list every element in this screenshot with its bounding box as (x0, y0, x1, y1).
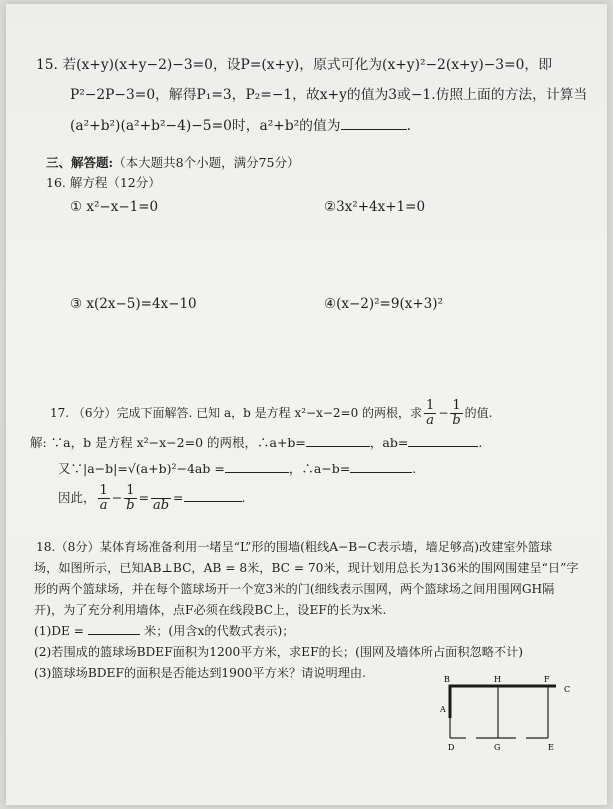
q17-sol3-frac-a (98, 484, 110, 513)
q17-blank-sum (306, 446, 370, 447)
q17-stem-end: 的值. (464, 406, 493, 420)
q15-line2: P²−2P−3=0，解得P₁=3，P₂=−1，故x+y的值为3或−1.仿照上面的方法，计算当 (70, 87, 588, 103)
q17-sol3-frac-a-den: a (99, 498, 108, 513)
q17-sol3-frac-b-num: 1 (126, 483, 135, 498)
label-b: B (444, 675, 450, 684)
label-f: F (544, 675, 550, 684)
q15-line3-end: . (406, 118, 411, 134)
q15-line3-text: (a²+b²)(a²+b²−4)−5=0时，a²+b²的值为 (70, 118, 341, 134)
q17-blank-diff (350, 472, 412, 473)
q18-sub1 (34, 622, 294, 640)
label-a: A (440, 705, 446, 714)
q17-blank-product (408, 446, 478, 447)
q17-sol3-minus: − (111, 490, 123, 505)
q17-line1 (50, 398, 493, 428)
q17-sol2-text: 又∵|a−b|=√(a+b)²−4ab = (58, 461, 225, 476)
q17-sol3-frac-blank-den: ab (153, 498, 170, 513)
q18-line1: 18.（8分）某体育场准备利用一堵呈“L”形的围墙(粗线A−B−C表示墙，墙足够高)改建室外篮球 (36, 540, 553, 554)
q17-blank-abs-diff (225, 472, 289, 473)
section3-title: 三、解答题: (46, 155, 114, 170)
q17-frac2-num: 1 (452, 398, 461, 413)
q16-part2: ②3x²+4x+1=0 (324, 199, 426, 215)
q18-line3: 形的两个篮球场，并在每个篮球场开一个宽3米的门(细线表示围网，两个篮球场之间用围网GH隔 (34, 582, 555, 596)
label-g: G (494, 743, 501, 752)
q15-line1: 15. 若(x+y)(x+y−2)−3=0，设P=(x+y)，原式可化为(x+y)²−2(x+y)−3=0，即 (36, 57, 553, 73)
section3-header (46, 154, 299, 172)
q18-figure (436, 672, 586, 762)
q15-answer-blank (341, 129, 407, 130)
q17-sol3-frac-b (124, 484, 136, 513)
q17-solution-line3 (58, 482, 246, 514)
q17-minus: − (438, 406, 449, 420)
q18-sub2: (2)若围成的篮球场BDEF面积为1200平方米，求EF的长；(围网及墙体所占面积忽略不计) (34, 645, 524, 659)
q17-sol1-ab: ，ab= (369, 435, 409, 450)
q17-solution-line1 (30, 434, 482, 452)
q17-sol3-frac-blank-num (151, 484, 171, 499)
q17-sol2-mid: ，∴a−b= (288, 461, 351, 476)
q18-sub3: (3)篮球场BDEF的面积是否能达到1900平方米？请说明理由. (34, 666, 366, 680)
q17-frac-1-over-a (424, 399, 436, 428)
label-e: E (548, 743, 554, 752)
q17-sol1-end: . (478, 435, 483, 450)
q16-part4: ④(x−2)²=9(x+3)² (324, 296, 443, 312)
q16-part3: ③ x(2x−5)=4x−10 (70, 296, 197, 312)
q17-sol3-text: 因此， (58, 490, 96, 505)
label-h: H (494, 675, 501, 684)
q17-blank-final (184, 501, 242, 502)
q17-frac-1-over-b (450, 399, 462, 428)
q17-sol3-frac-blank (151, 484, 171, 513)
q18-line4: 开)，为了充分利用墙体，点F必须在线段BC上，设EF的长为x米. (34, 603, 387, 617)
q16-part1: ① x²−x−1=0 (70, 199, 159, 215)
q17-frac1-den: a (426, 413, 435, 428)
q17-sol3-frac-b-den: b (126, 498, 135, 513)
q18-sub1-label: (1)DE = (34, 624, 85, 638)
section3-note: （本大题共8个小题，满分75分） (113, 155, 300, 170)
q17-solution-line2 (58, 460, 416, 478)
q15-line3 (70, 117, 411, 135)
q17-sol2-end: . (412, 461, 417, 476)
q17-sol3-end: . (241, 490, 246, 505)
label-d: D (448, 743, 455, 752)
q17-sol1-text: 解: ∵a，b 是方程 x²−x−2=0 的两根，∴a+b= (30, 435, 306, 450)
q18-line2: 场，如图所示，已知AB⊥BC，AB = 8米，BC = 70米，现计划用总长为136米的围网围建呈“日”字 (34, 561, 579, 575)
q18-blank-de (88, 634, 140, 635)
q18-sub1-rest: 米；(用含x的代数式表示)； (144, 624, 295, 638)
q17-frac1-num: 1 (426, 398, 435, 413)
q17-sol3-eq1: = (138, 490, 150, 505)
q16-title: 16. 解方程（12分） (46, 175, 161, 190)
label-c: C (564, 685, 571, 694)
exam-page (6, 4, 607, 805)
q17-sol3-eq2: = (173, 490, 184, 505)
q17-frac2-den: b (452, 413, 461, 428)
q17-stem: 17. （6分）完成下面解答. 已知 a，b 是方程 x²−x−2=0 的两根，求 (50, 406, 423, 420)
wall-abc (450, 686, 556, 718)
q17-sol3-frac-a-num: 1 (99, 483, 108, 498)
